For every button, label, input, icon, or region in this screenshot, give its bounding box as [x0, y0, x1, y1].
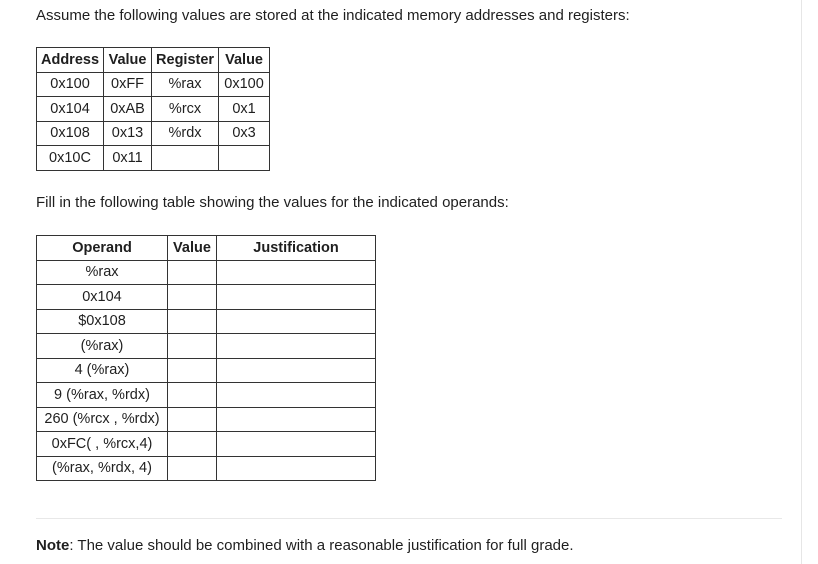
intro-text: Assume the following values are stored at the indicated memory addresses and registers:	[36, 7, 630, 24]
justification-answer-cell[interactable]	[217, 260, 376, 285]
justification-answer-cell[interactable]	[217, 358, 376, 383]
operand-cell: (%rax, %rdx, 4)	[37, 456, 168, 481]
column-header-register-value: Value	[219, 48, 270, 73]
table-row	[37, 285, 376, 310]
address-cell: 0x104	[37, 97, 104, 122]
table-row	[37, 146, 270, 171]
register-value-cell: 0x3	[219, 121, 270, 146]
justification-answer-cell[interactable]	[217, 285, 376, 310]
value-answer-cell[interactable]	[168, 309, 217, 334]
register-value-cell: 0x100	[219, 72, 270, 97]
justification-answer-cell[interactable]	[217, 334, 376, 359]
operand-cell: 0xFC( , %rcx,4)	[37, 432, 168, 457]
value-answer-cell[interactable]	[168, 358, 217, 383]
table-row	[37, 383, 376, 408]
register-value-cell: 0x1	[219, 97, 270, 122]
column-header-operand: Operand	[37, 236, 168, 261]
value-answer-cell[interactable]	[168, 456, 217, 481]
value-answer-cell[interactable]	[168, 334, 217, 359]
note-label: Note	[36, 537, 70, 554]
address-cell: 0x108	[37, 121, 104, 146]
column-header-value: Value	[104, 48, 152, 73]
column-header-address: Address	[37, 48, 104, 73]
table-row	[37, 260, 376, 285]
address-cell: 0x10C	[37, 146, 104, 171]
column-header-value: Value	[168, 236, 217, 261]
page-edge-divider	[801, 0, 802, 564]
table-row	[37, 72, 270, 97]
table-row	[37, 309, 376, 334]
register-cell: %rax	[152, 72, 219, 97]
value-answer-cell[interactable]	[168, 260, 217, 285]
justification-answer-cell[interactable]	[217, 309, 376, 334]
table-header-row	[37, 236, 376, 261]
table-row	[37, 121, 270, 146]
memory-value-cell: 0x13	[104, 121, 152, 146]
table-row	[37, 97, 270, 122]
operand-cell: 9 (%rax, %rdx)	[37, 383, 168, 408]
column-header-register: Register	[152, 48, 219, 73]
note-body: : The value should be combined with a reasonable justification for full grade.	[69, 537, 574, 554]
address-cell: 0x100	[37, 72, 104, 97]
note-text	[36, 536, 574, 556]
register-value-cell	[219, 146, 270, 171]
operand-cell: 0x104	[37, 285, 168, 310]
table-header-row	[37, 48, 270, 73]
memory-value-cell: 0xAB	[104, 97, 152, 122]
memory-value-cell: 0x11	[104, 146, 152, 171]
table-row	[37, 456, 376, 481]
operand-cell: 260 (%rcx , %rdx)	[37, 407, 168, 432]
memory-register-table	[36, 47, 270, 171]
justification-answer-cell[interactable]	[217, 456, 376, 481]
table-row	[37, 334, 376, 359]
memory-value-cell: 0xFF	[104, 72, 152, 97]
value-answer-cell[interactable]	[168, 285, 217, 310]
register-cell: %rcx	[152, 97, 219, 122]
value-answer-cell[interactable]	[168, 407, 217, 432]
column-header-justification: Justification	[217, 236, 376, 261]
section-divider	[36, 518, 782, 519]
table-row	[37, 432, 376, 457]
operand-cell: %rax	[37, 260, 168, 285]
operand-table	[36, 235, 376, 481]
justification-answer-cell[interactable]	[217, 407, 376, 432]
operand-cell: 4 (%rax)	[37, 358, 168, 383]
instruction-text: Fill in the following table showing the values for the indicated operands:	[36, 194, 509, 211]
table-row	[37, 358, 376, 383]
value-answer-cell[interactable]	[168, 432, 217, 457]
justification-answer-cell[interactable]	[217, 432, 376, 457]
value-answer-cell[interactable]	[168, 383, 217, 408]
table-row	[37, 407, 376, 432]
operand-cell: $0x108	[37, 309, 168, 334]
register-cell	[152, 146, 219, 171]
justification-answer-cell[interactable]	[217, 383, 376, 408]
operand-cell: (%rax)	[37, 334, 168, 359]
register-cell: %rdx	[152, 121, 219, 146]
